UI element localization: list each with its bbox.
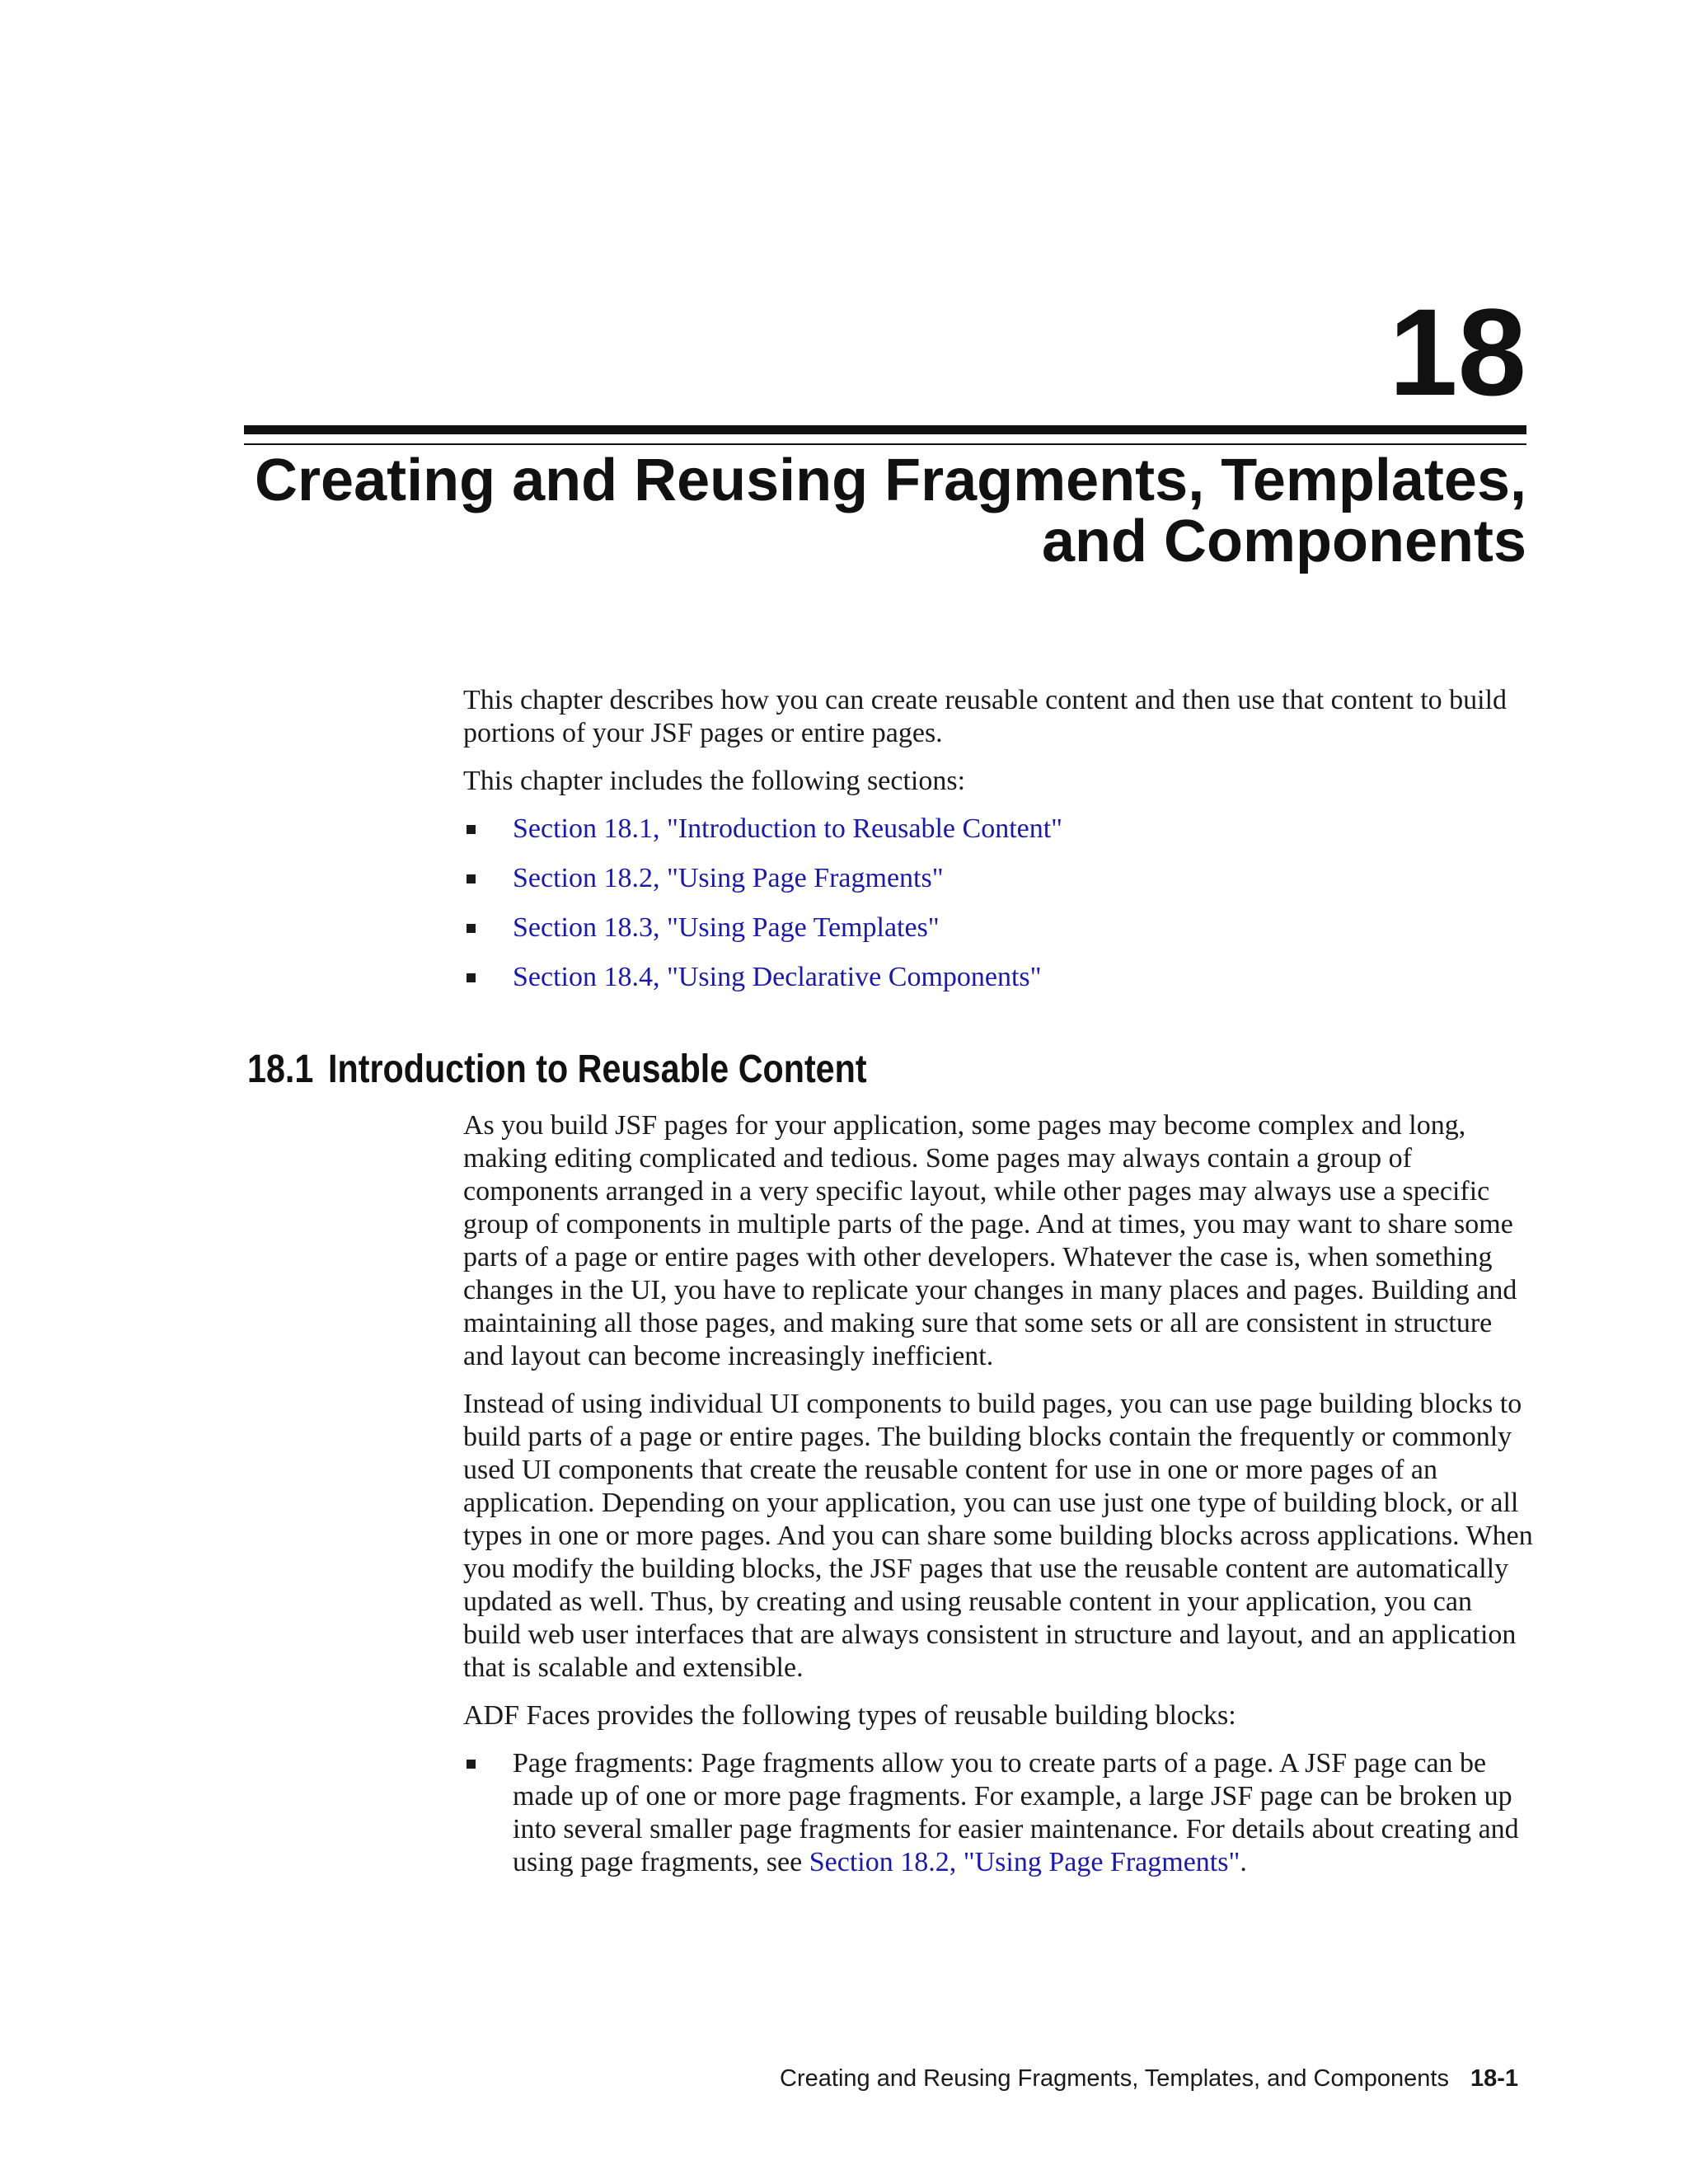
bullet-text: Page fragments: Page fragments allow you to create parts of a page. A JSF page can be made up of one or more page fragments. For example, a large JSF page can be broken up into several smaller page fragments for easier maintenance. For details about creating and using page fragments, see — [513, 1748, 1519, 1877]
section-link-18-3[interactable]: Section 18.3, "Using Page Templates" — [513, 912, 940, 943]
bullet-icon — [467, 825, 476, 834]
footer-title: Creating and Reusing Fragments, Templates, and Components — [780, 2065, 1449, 2092]
intro-sections-lead: This chapter includes the following sections: — [463, 766, 966, 796]
chapter-number: 18 — [1389, 283, 1526, 421]
list-item — [463, 862, 1535, 895]
page-footer — [780, 2064, 1518, 2093]
section-paragraph-3: ADF Faces provides the following types of reusable building blocks: — [463, 1700, 1236, 1731]
bullet-icon — [467, 1760, 476, 1769]
section-body — [463, 1109, 1535, 1879]
section-link-18-1[interactable]: Section 18.1, "Introduction to Reusable Content" — [513, 813, 1063, 844]
chapter-title — [208, 450, 1526, 572]
chapter-title-line-2: and Components — [1042, 509, 1526, 574]
page-number: 18-1 — [1470, 2065, 1518, 2092]
section-link-18-2[interactable]: Section 18.2, "Using Page Fragments" — [513, 863, 944, 893]
section-paragraph-2: Instead of using individual UI components to build pages, you can use page building blocks to build parts of a page or entire pages. The building blocks contain the frequently or commonly used UI components that create the reusable content for use in one or more pages of an application. Depending on your application, you can use just one type of building block, or all types in one or more pages. And you can share some building blocks across applications. When you modify the building blocks, the JSF pages that use the reusable content are automatically updated as well. Thus, by creating and using reusable content in your application, you can build web user interfaces that are always consistent in structure and layout, and an application that is scalable and extensible. — [463, 1389, 1533, 1683]
section-heading — [247, 1047, 867, 1093]
bullet-icon — [467, 874, 476, 883]
section-title: Introduction to Reusable Content — [328, 1047, 867, 1091]
bullet-end: . — [1240, 1847, 1247, 1877]
bullet-icon — [467, 973, 476, 982]
chapter-title-line-1: Creating and Reusing Fragments, Templates, — [255, 448, 1526, 513]
section-paragraph-1: As you build JSF pages for your application, some pages may become complex and long, making editing complicated and tedious. Some pages may always contain a group of components arranged in a very specific layout, while other pages may always use a specific group of components in multiple parts of the page. And at times, you may want to share some parts of a page or entire pages with other developers. Whatever the case is, when something changes in the UI, you have to replicate your changes in many places and pages. Building and maintaining all those pages, and making sure that some sets or all are consistent in structure and layout can become increasingly inefficient. — [463, 1110, 1517, 1371]
section-link-18-4[interactable]: Section 18.4, "Using Declarative Components" — [513, 962, 1042, 992]
building-block-list — [463, 1747, 1535, 1879]
list-item — [463, 813, 1535, 846]
section-number: 18.1 — [247, 1047, 314, 1091]
section-link-list — [463, 813, 1535, 994]
list-item — [463, 1747, 1535, 1879]
chapter-intro — [463, 684, 1535, 1010]
chapter-rule-thick — [244, 425, 1526, 434]
chapter-rule-thin — [244, 443, 1526, 445]
list-item — [463, 961, 1535, 994]
bullet-icon — [467, 924, 476, 933]
section-link-18-2-inline[interactable]: Section 18.2, "Using Page Fragments" — [809, 1847, 1240, 1877]
intro-paragraph: This chapter describes how you can create reusable content and then use that content to build portions of your JSF pages or entire pages. — [463, 685, 1507, 748]
list-item — [463, 912, 1535, 944]
